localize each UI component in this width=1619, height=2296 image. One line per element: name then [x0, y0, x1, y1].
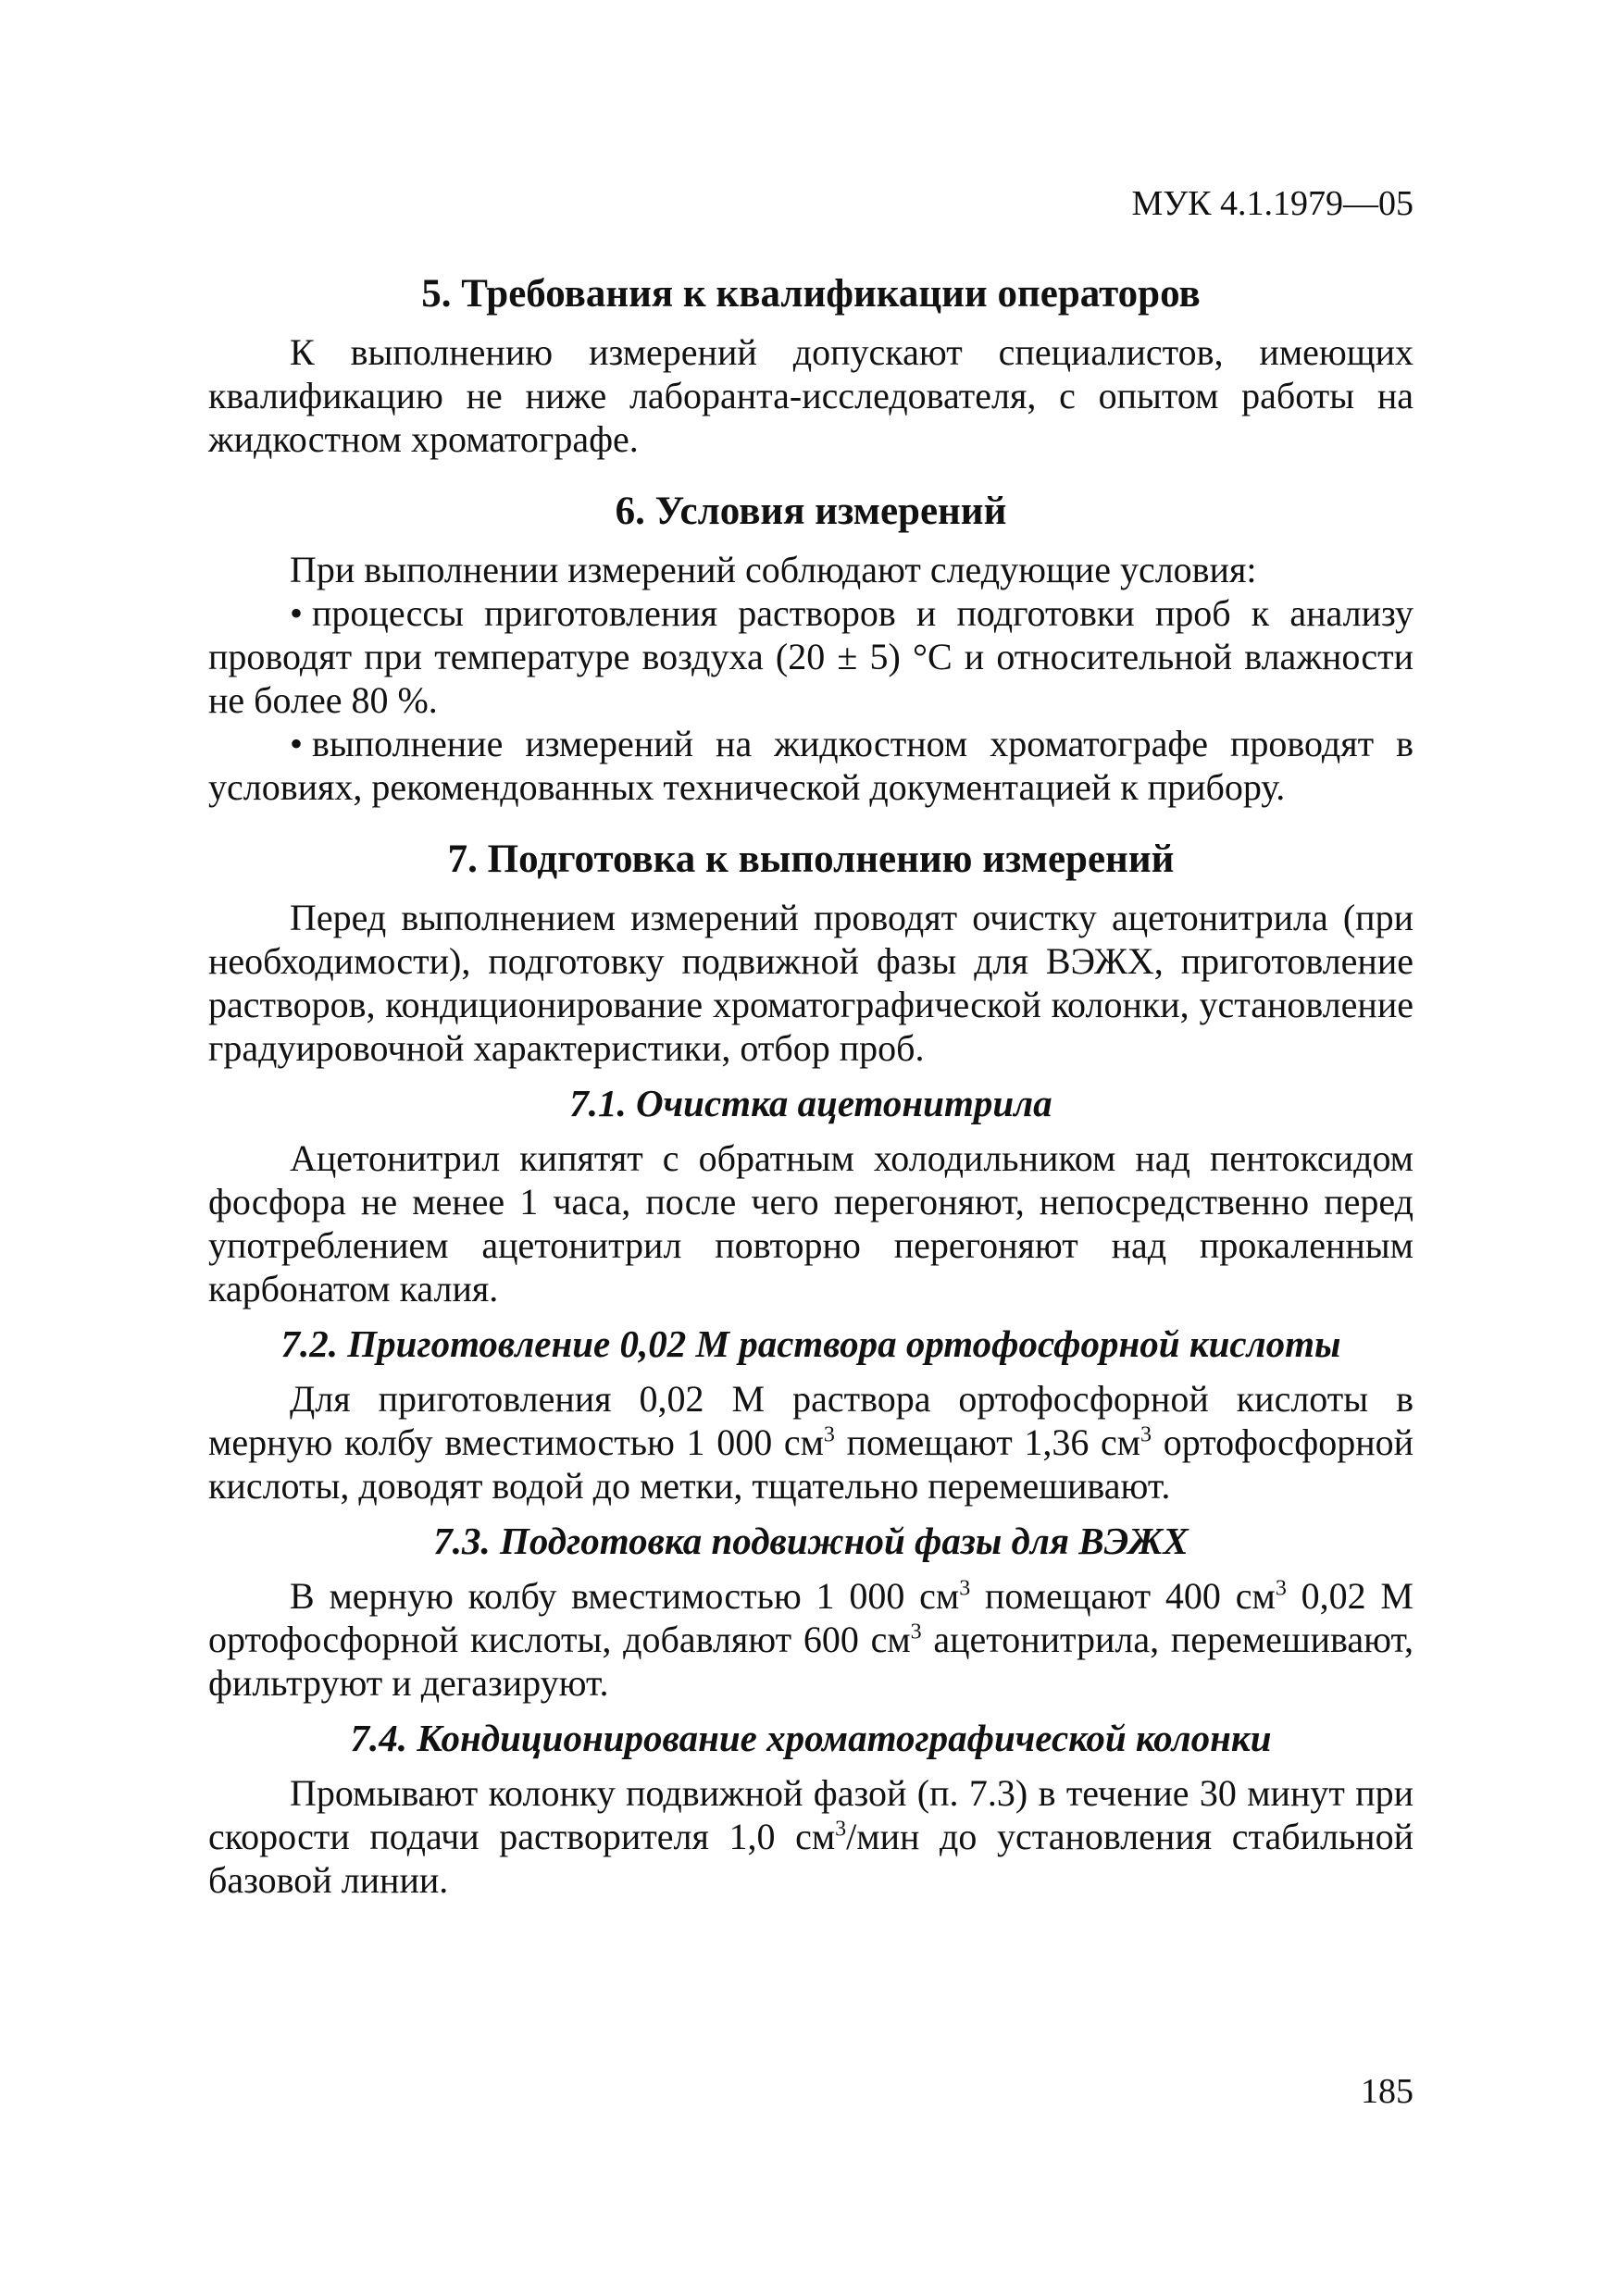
running-header: МУК 4.1.1979—05: [1131, 184, 1414, 223]
section-6-bullet-1: [208, 591, 1414, 722]
superscript: 3: [823, 1422, 835, 1447]
section-7-3-text: [208, 1574, 1414, 1705]
superscript: 3: [1275, 1576, 1287, 1601]
text-run: Для приготовления 0,02 М раствора ортофосфорной кислоты в мерную колбу вместимостью 1 000 см: [208, 1378, 1414, 1463]
section-7-text: Перед выполнением измерений проводят очистку ацетонитрила (при необходимости), подготовку подвижной фазы для ВЭЖХ, приготовление растворов, кондиционирование хроматографической колонки, установление градуировочной характеристики, отбор проб.: [208, 897, 1414, 1069]
text-run: Промывают колонку подвижной фазой (п. 7.3) в течение 30 минут при скорости подачи растворителя 1,0 см: [208, 1772, 1414, 1857]
text-run: 0,02 М ортофосфорной кислоты, добавляют 600 см: [208, 1575, 1414, 1660]
section-7: [208, 835, 1414, 1070]
section-5-text: К выполнению измерений допускают специалистов, имеющих квалификацию не ниже лаборанта-исследователя, с опытом работы на жидкостном хроматографе.: [208, 331, 1414, 460]
section-7-title: 7. Подготовка к выполнению измерений: [447, 838, 1175, 881]
bullet-icon: •: [290, 723, 304, 764]
section-7-3: [208, 1517, 1414, 1705]
superscript: 3: [959, 1576, 971, 1601]
section-7-4: [208, 1714, 1414, 1902]
section-7-2-text: [208, 1377, 1414, 1508]
section-7-1: [208, 1079, 1414, 1310]
bullet-1-text: процессы приготовления растворов и подготовки проб к анализу проводят при температуре воздуха (20 ± 5) °С и относительной влажности не более 80 %.: [208, 592, 1414, 721]
section-7-3-title: 7.3. Подготовка подвижной фазы для ВЭЖХ: [433, 1520, 1189, 1562]
text-run: ацетонитрила, перемешивают, фильтруют и дегазируют.: [208, 1619, 1414, 1704]
section-6: [208, 487, 1414, 809]
section-7-2-title: 7.2. Приготовление 0,02 М раствора ортофосфорной кислоты: [280, 1322, 1341, 1365]
section-7-1-text: Ацетонитрил кипятят с обратным холодильником над пентоксидом фосфора не менее 1 часа, после чего перегоняют, непосредственно перед употреблением ацетонитрил повторно перегоняют над прокаленным карбонатом калия.: [208, 1137, 1414, 1309]
bullet-icon: •: [290, 592, 304, 634]
superscript: 3: [835, 1817, 847, 1842]
section-5: [208, 269, 1414, 461]
page-content: [208, 269, 1414, 1911]
document-page: [208, 180, 1414, 2235]
bullet-2-text: выполнение измерений на жидкостном хроматографе проводят в условиях, рекомендованных технической документацией к прибору.: [208, 723, 1414, 808]
section-7-2: [208, 1320, 1414, 1508]
section-7-4-title: 7.4. Кондиционирование хроматографической колонки: [350, 1717, 1272, 1759]
section-7-1-title: 7.1. Очистка ацетонитрила: [569, 1082, 1052, 1124]
text-run: /мин до установления стабильной базовой линии.: [208, 1816, 1414, 1901]
superscript: 3: [1140, 1422, 1152, 1447]
section-5-title: 5. Требования к квалификации операторов: [421, 272, 1201, 316]
section-6-title: 6. Условия измерений: [615, 490, 1007, 533]
section-7-4-text: [208, 1771, 1414, 1902]
text-run: В мерную колбу вместимостью 1 000 см: [290, 1575, 960, 1617]
section-6-bullet-2: [208, 722, 1414, 809]
text-run: помещают 1,36 см: [834, 1421, 1141, 1463]
page-number: 185: [1361, 2072, 1414, 2111]
text-run: ортофосфорной кислоты, доводят водой до метки, тщательно перемешивают.: [208, 1421, 1414, 1507]
superscript: 3: [910, 1620, 922, 1644]
text-run: помещают 400 см: [970, 1575, 1276, 1617]
section-6-intro: При выполнении измерений соблюдают следующие условия:: [290, 549, 1257, 590]
